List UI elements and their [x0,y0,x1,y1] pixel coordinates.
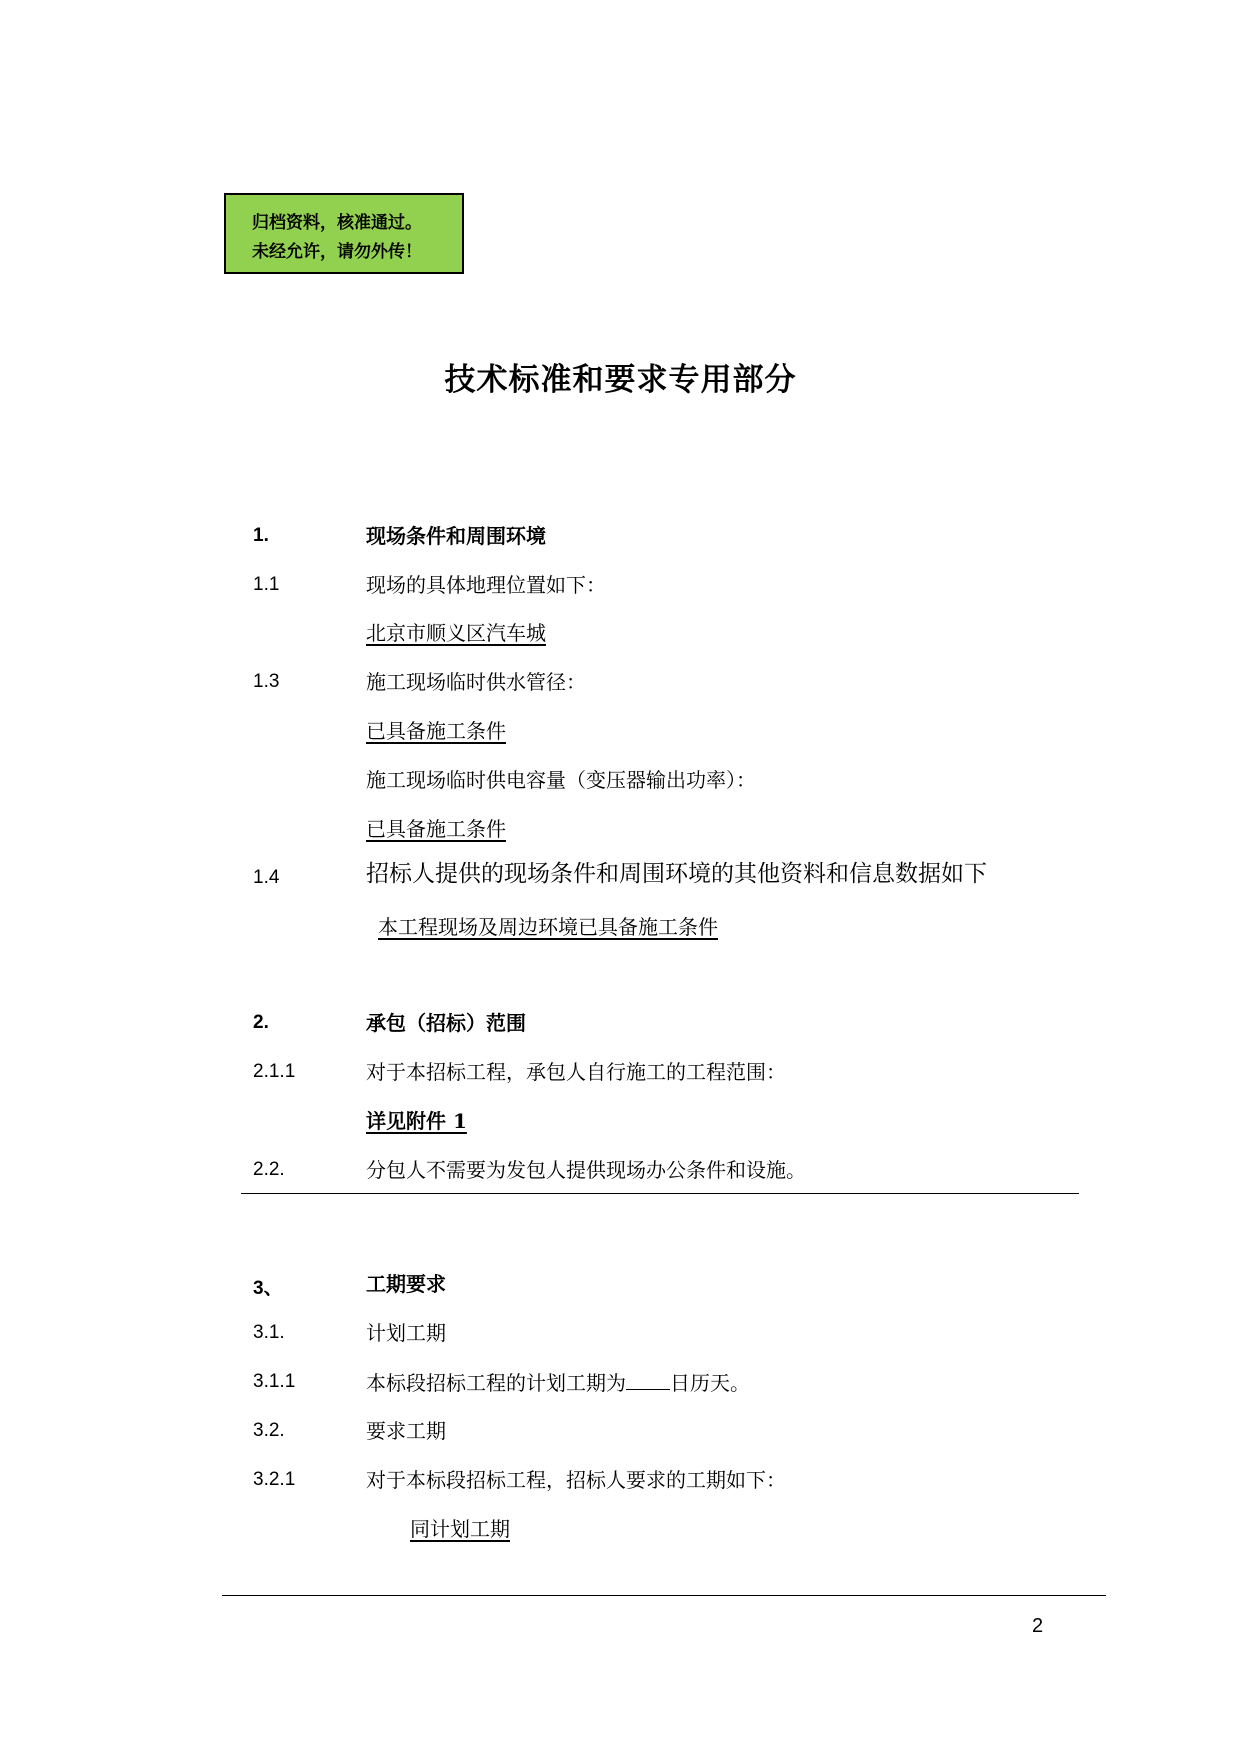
item-2-1-1-row [0,1053,1241,1089]
page-number: 2 [1032,1615,1044,1637]
item-1-1-answer-row [0,614,1241,650]
item-number: 2.1.1 [253,1061,296,1082]
item-answer: 北京市顺义区汽车城 [366,621,546,645]
section-heading: 承包（招标）范围 [366,1011,526,1035]
item-text: 施工现场临时供水管径： [366,670,586,694]
section-heading: 现场条件和周围环境 [366,524,546,548]
item-text: 计划工期 [366,1321,446,1345]
stamp-line-1: 归档资料，核准通过。 [252,213,422,233]
item-3-1-row [0,1314,1241,1350]
item-text: 对于本标段招标工程，招标人要求的工期如下： [366,1468,786,1492]
item-text [366,1369,750,1396]
item-1-3-answer-row [0,712,1241,748]
section-3-heading-row [0,1265,1241,1301]
item-text: 分包人不需要为发包人提供现场办公条件和设施。 [366,1158,806,1182]
section-number: 1. [253,525,269,546]
item-text: 对于本招标工程，承包人自行施工的工程范围： [366,1060,786,1084]
section-1-heading-row [0,517,1241,553]
item-1-3-text2-row [0,761,1241,797]
section-divider [241,1193,1079,1194]
item-text-after: 日历天。 [670,1371,750,1395]
item-3-2-1-row [0,1461,1241,1497]
item-text-before: 本标段招标工程的计划工期为 [366,1371,626,1395]
item-answer: 已具备施工条件 [366,817,506,841]
item-3-1-1-row [0,1363,1241,1399]
item-1-4-row [0,859,1241,895]
item-3-2-1-answer-row [0,1510,1241,1546]
item-number: 1.3 [253,671,280,692]
item-2-2-row [0,1151,1241,1187]
item-text: 现场的具体地理位置如下： [366,573,606,597]
item-1-3-row [0,663,1241,699]
item-number: 1.4 [253,867,280,888]
item-answer: 本工程现场及周边环境已具备施工条件 [378,915,718,939]
stamp-line-2: 未经允许，请勿外传！ [252,242,422,262]
item-number: 1.1 [253,574,280,595]
item-answer: 同计划工期 [410,1517,510,1541]
page-title: 技术标准和要求专用部分 [444,362,797,398]
blank-field [626,1369,670,1390]
item-text: 施工现场临时供电容量（变压器输出功率）： [366,768,756,792]
item-answer: 已具备施工条件 [366,719,506,743]
section-2-heading-row [0,1004,1241,1040]
item-number: 3.2. [253,1420,285,1441]
item-text: 要求工期 [366,1419,446,1443]
item-3-2-row [0,1412,1241,1448]
section-heading: 工期要求 [366,1272,446,1296]
item-number: 3.2.1 [253,1469,296,1490]
item-answer: 详见附件 1 [366,1109,467,1133]
item-1-4-answer-row [0,908,1241,944]
item-number: 2.2. [253,1159,285,1180]
section-number: 3、 [253,1278,283,1299]
item-1-3-answer2-row [0,810,1241,846]
section-number: 2. [253,1012,269,1033]
item-text: 招标人提供的现场条件和周围环境的其他资料和信息数据如下 [366,861,987,887]
archive-stamp [224,193,464,274]
item-1-1-row [0,566,1241,602]
footer-divider [222,1595,1106,1596]
item-number: 3.1.1 [253,1371,296,1392]
item-2-1-1-answer-row [0,1102,1241,1138]
item-number: 3.1. [253,1322,285,1343]
